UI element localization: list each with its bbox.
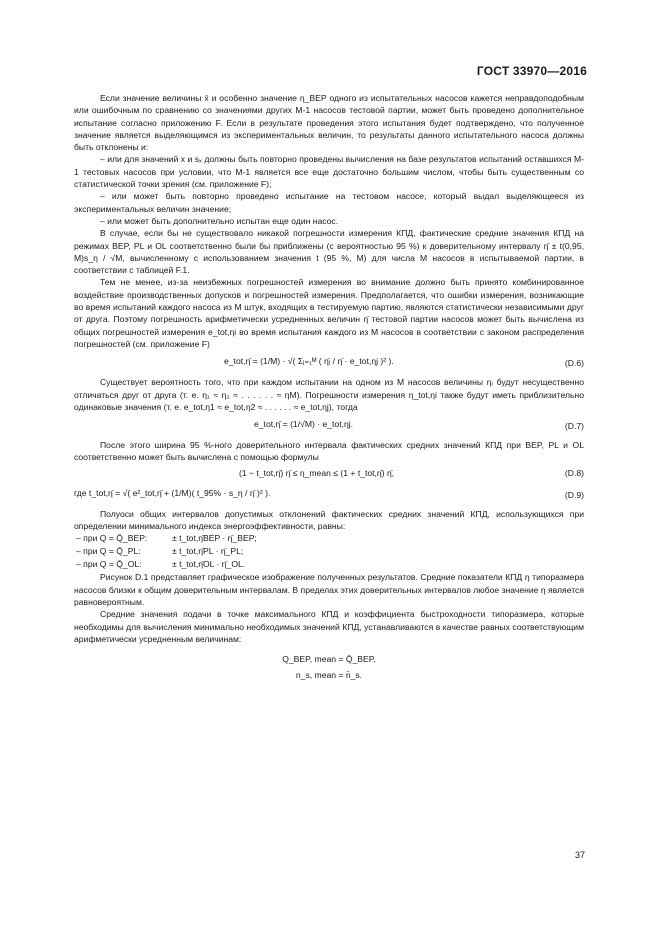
formula-d7-expression: e_tot,η̄ = (1/√M) · e_tot,ηj. xyxy=(254,419,354,430)
formula-flow-mean: Q_BEP, mean = Q̄_BEP, xyxy=(282,654,376,665)
formula-d8-number: (D.8) xyxy=(564,467,584,478)
bullet-recalculate: – или для значений x и sₓ должны быть повторно проведены вычисления на базе результатов испытаний оставшихся M-1 тестовых насосов при условии, что M-1 является все еще достаточно большим числом, чтобы быть существенным со статистической точки зрения (см. приложение F); xyxy=(74,154,584,190)
tolerance-list xyxy=(74,532,584,571)
formula-d9-number: (D.9) xyxy=(564,489,584,500)
tolerance-condition: – при Q = Q̄_BEP: xyxy=(76,533,148,544)
paragraph-figure-d1: Рисунок D.1 представляет графическое изображение полученных результатов. Средние показатели КПД η типоразмера насосов близки к общим доверительным интервалам. В пределах этих доверительных интервалов любое значение η является равновероятным. xyxy=(74,572,584,607)
tolerance-value: ± t_tot,η̄BEP · η̄_BEP; xyxy=(172,533,257,544)
formula-d9 xyxy=(74,484,584,506)
tolerance-value: ± t_tot,η̄OL · η̄_OL. xyxy=(172,559,246,570)
mean-formulas xyxy=(74,651,584,683)
formula-d7-number: (D.7) xyxy=(564,421,584,432)
tolerance-row-ol xyxy=(74,558,584,571)
paragraph-mean-values: Средние значения подачи в точке максимального КПД и коэффициента быстроходности типоразмера, которые необходимы для вычисления минимально необходимых значений КПД, устанавливаются в качестве равных соответствующим арифметически усредненным величинам: xyxy=(74,609,584,644)
paragraph-measurement-error: Тем не менее, из-за неизбежных погрешностей измерения во внимание должно быть принято комбинированное воздействие производственных допусков и погрешностей измерения. Предполагается, что ошибки измерения, возникающие во время испытаний каждого насоса из M штук, входящих в тестируемую партию, являются статистически независимыми друг от друга. Поэтому погрешность арифметически усредненных величин η̄ тестовой партии насосов может быть вычислена из общих погрешностей измерения e_tot,ηi во время испытания каждого из M насосов в соответствии с законом распределения погрешностей (см. приложение F) xyxy=(74,277,584,349)
formula-d7 xyxy=(74,415,584,437)
formula-speed-mean: n_s, mean = n̄_s. xyxy=(295,670,363,681)
tolerance-row-bep xyxy=(74,532,584,545)
paragraph-outlier: Если значение величины x̄ и особенно значение η_BEP одного из испытательных насосов кажется неправдоподобным или ошибочным по сравнению со значениями других M-1 насосов тестовой партии, может быть проведено дополнительное испытание согласно приложению F. Если в результате проведения этого испытания будет подтверждено, что полученное значение является выделяющимся из экспериментальных величин, то результаты данного испытательного насоса должны быть отклонены и: xyxy=(74,93,584,153)
formula-d6-expression: e_tot,η̄ = (1/M) · √( Σⱼ₌₁ᴹ ( η̄ⱼ / η̄ · e_tot,ηj )² ). xyxy=(224,356,394,367)
tolerance-condition: – при Q = Q̄_PL: xyxy=(76,546,141,557)
tolerance-row-pl xyxy=(74,545,584,558)
formula-d8 xyxy=(74,466,584,482)
page-number: 37 xyxy=(574,850,585,860)
formula-d6-number: (D.6) xyxy=(564,358,584,369)
tolerance-value: ± t_tot,η̄PL · η̄_PL; xyxy=(172,546,244,557)
formula-d6 xyxy=(74,352,584,374)
paragraph-interval-width: После этого ширина 95 %-ного доверительного интервала фактических средних значений КПД при BEP, PL и OL соответственно может быть вычислена с помощью формулы xyxy=(74,440,584,463)
formula-d8-expression: (1 − t_tot,η̄) η̄ ≤ η_mean ≤ (1 + t_tot,η̄) η̄, xyxy=(239,467,395,478)
formula-d9-expression: где t_tot,η̄ = √( e²_tot,η̄ + (1/M)( t_95% · s_η / η̄ )² ). xyxy=(74,487,271,498)
page-body xyxy=(74,92,584,683)
tolerance-condition: – при Q = Q̄_OL: xyxy=(76,559,142,570)
paragraph-confidence-interval: В случае, если бы не существовало никакой погрешности измерения КПД, фактические средние значения КПД на режимах BEP, PL и OL соответственно были бы приближены (с вероятностью 95 %) к доверительному интервалу η̄ ± t(0,95, M)s_η / √M, вычисленному с использованием значения t (95 %, M) для числа M насосов в испытываемой партии, в соответствии с таблицей F.1. xyxy=(74,228,584,276)
standard-header: ГОСТ 33970—2016 xyxy=(476,64,587,78)
paragraph-equal-errors: Существует вероятность того, что при каждом испытании на одном из M насосов величины ηᵢ будут несущественно отличаться друг от друга (т. е. η₁ ≈ η₂ ≈ . . . . . . ≈ ηM). Погрешности измерения η_tot,ηi также будут иметь приблизительно одинаковые значения (т. е. e_tot,η1 ≈ e_tot,η2 ≈ . . . . . . ≈ e_tot,ηj), тогда xyxy=(74,377,584,412)
paragraph-semi-axes: Полуоси общих интервалов допустимых отклонений фактических средних значений КПД, использующихся при определении минимального индекса энергоэффективности, равны: xyxy=(74,508,584,532)
bullet-retest: – или может быть повторно проведено испытание на тестовом насосе, который выдал выделяющееся из экспериментальных величин значение; xyxy=(74,191,584,214)
bullet-extra-pump: – или может быть дополнительно испытан еще один насос. xyxy=(100,215,339,226)
